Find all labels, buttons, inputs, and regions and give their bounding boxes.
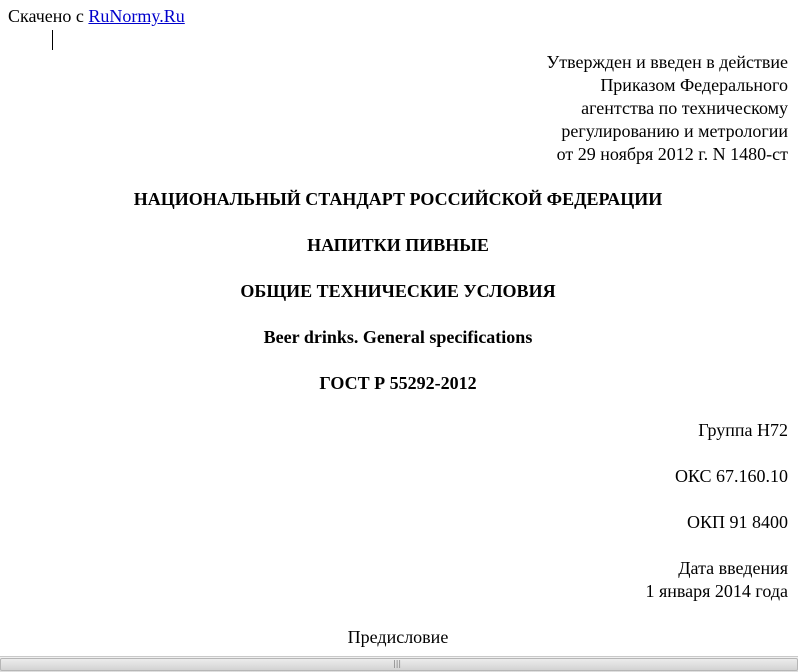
approval-line: Утвержден и введен в действие	[546, 52, 788, 72]
intro-date-label: Дата введения	[678, 558, 788, 578]
intro-date: 1 января 2014 года	[645, 581, 788, 601]
source-prefix: Скачено с	[8, 6, 84, 26]
standard-code: ГОСТ Р 55292-2012	[319, 373, 477, 393]
horizontal-scrollbar[interactable]	[0, 656, 798, 672]
approval-line: Приказом Федерального	[600, 75, 788, 95]
text-cursor	[52, 30, 53, 50]
approval-line: агентства по техническому	[581, 98, 788, 118]
okp-code: ОКП 91 8400	[686, 512, 788, 532]
standard-name: НАПИТКИ ПИВНЫЕ	[307, 235, 489, 255]
national-standard-title: НАЦИОНАЛЬНЫЙ СТАНДАРТ РОССИЙСКОЙ ФЕДЕРАЦИИ	[133, 189, 663, 209]
approval-block	[546, 51, 788, 166]
english-title: Beer drinks. General specifications	[263, 327, 533, 347]
standard-subtitle: ОБЩИЕ ТЕХНИЧЕСКИЕ УСЛОВИЯ	[240, 281, 556, 301]
source-line	[8, 5, 185, 27]
scrollbar-grip-icon: |||	[393, 659, 402, 668]
foreword-heading: Предисловие	[347, 627, 449, 647]
oks-code: ОКС 67.160.10	[674, 466, 788, 486]
group-code: Группа Н72	[698, 420, 788, 440]
approval-line: регулированию и метрологии	[561, 121, 788, 141]
approval-line: от 29 ноября 2012 г. N 1480-ст	[556, 144, 788, 164]
runormy-link[interactable]: RuNormy.Ru	[88, 6, 185, 26]
